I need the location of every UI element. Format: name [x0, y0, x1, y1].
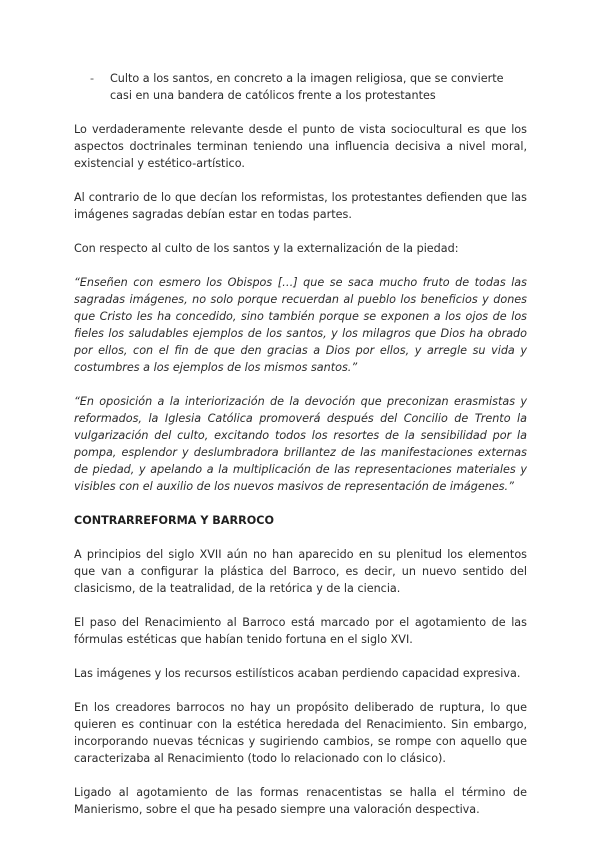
document-page [74, 70, 527, 835]
paragraph-siglo-xvii: A principios del siglo XVII aún no han aparecido en su plenitud los elementos que van a configurar la plástica del Barroco, es decir, un nuevo sentido del clasicismo, de la teatralidad, de la retórica y de la ciencia. [74, 548, 527, 595]
paragraph-renacimiento-barroco: El paso del Renacimiento al Barroco está marcado por el agotamiento de las fórmulas estéticas que habían tenido fortuna en el siglo XVI. [74, 616, 527, 646]
bullet-text: Culto a los santos, en concreto a la imagen religiosa, que se convierte casi en una bandera de católicos frente a los protestantes [110, 72, 504, 102]
list-item [74, 70, 527, 104]
paragraph-sociocultural: Lo verdaderamente relevante desde el punto de vista sociocultural es que los aspectos doctrinales terminan teniendo una influencia decisiva a nivel moral, existencial y estético-artístico. [74, 123, 527, 170]
paragraph-imagenes-recursos: Las imágenes y los recursos estilísticos acaban perdiendo capacidad expresiva. [74, 667, 521, 680]
quote-obispos: “Enseñen con esmero los Obispos […] que se saca mucho fruto de todas las sagradas imágenes, no solo porque recuerdan al pueblo los beneficios y dones que Cristo les ha concedido, sino también porque se exponen a los ojos de los fieles los saludables ejemplos de los santos, y los milagros que Dios ha obrado por ellos, con el fin de que den gracias a Dios por ellos, y arregle su vida y costumbres a los ejemplos de los mismos santos.” [74, 276, 527, 374]
paragraph-reformistas: Al contrario de lo que decían los reformistas, los protestantes defienden que las imágenes sagradas debían estar en todas partes. [74, 191, 527, 221]
paragraph-culto-santos: Con respecto al culto de los santos y la externalización de la piedad: [74, 242, 459, 255]
paragraph-manierismo: Ligado al agotamiento de las formas renacentistas se halla el término de Manierismo, sobre el que ha pesado siempre una valoración despectiva. [74, 786, 527, 816]
section-heading: CONTRARREFORMA Y BARROCO [74, 514, 274, 527]
quote-iglesia-catolica: “En oposición a la interiorización de la devoción que preconizan erasmistas y reformados, la Iglesia Católica promoverá después del Concilio de Trento la vulgarización del culto, excitando todos los resortes de la sensibilidad por la pompa, esplendor y deslumbradora brillantez de las manifestaciones externas de piedad, y apelando a la multiplicación de las representaciones materiales y visibles con el auxilio de los nuevos masivos de representación de imágenes.” [74, 395, 527, 493]
bullet-marker: - [90, 72, 95, 85]
paragraph-creadores-barrocos: En los creadores barrocos no hay un propósito deliberado de ruptura, lo que quieren es continuar con la estética heredada del Renacimiento. Sin embargo, incorporando nuevas técnicas y sugiriendo cambios, se rompe con aquello que caracterizaba al Renacimiento (todo lo relacionado con lo clásico). [74, 701, 527, 765]
